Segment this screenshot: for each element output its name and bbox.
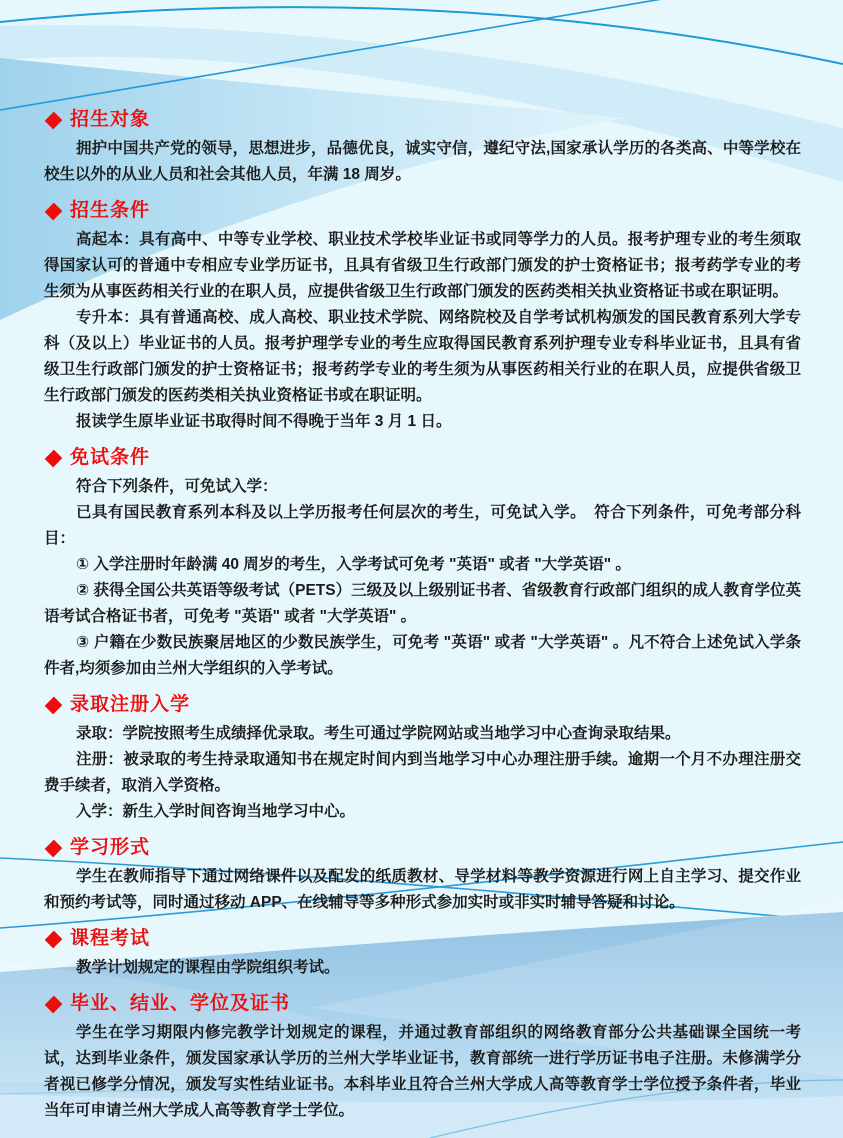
paragraph: ③ 户籍在少数民族聚居地区的少数民族学生，可免考 "英语" 或者 "大学英语" 。凡不符合上述免试入学条件者,均须参加由兰州大学组织的入学考试。 <box>44 634 801 677</box>
section-learning-format <box>44 836 801 916</box>
diamond-bullet-icon <box>45 202 63 220</box>
section-title <box>44 992 801 1016</box>
diamond-bullet-icon <box>45 111 63 129</box>
paragraph: 拥护中国共产党的领导，思想进步，品德优良，诚实守信，遵纪守法,国家承认学历的各类高、中等学校在校生以外的从业人员和社会其他人员，年满 18 周岁。 <box>44 140 801 183</box>
diamond-bullet-icon <box>45 449 63 467</box>
section-title <box>44 446 801 470</box>
section-title <box>44 199 801 223</box>
section-title-text: 招生对象 <box>70 109 151 130</box>
section-title-text: 招生条件 <box>70 200 151 221</box>
section-title-text: 课程考试 <box>70 928 151 949</box>
section-enrollment-conditions <box>44 199 801 435</box>
section-title <box>44 108 801 132</box>
flyer-content <box>44 108 801 1124</box>
section-title <box>44 836 801 860</box>
section-title-text: 毕业、结业、学位及证书 <box>70 993 291 1014</box>
section-title-text: 录取注册入学 <box>70 694 191 715</box>
paragraph: 教学计划规定的课程由学院组织考试。 <box>76 959 340 976</box>
paragraph: 专升本：具有普通高校、成人高校、职业技术学院、网络院校及自学考试机构颁发的国民教育系列大学专科（及以上）毕业证书的人员。报考护理学专业的考生应取得国民教育系列护理专业专科毕业证书，且具有省级卫生行政部门颁发的护士资格证书；报考药学专业的考生须为从事医药相关行业的在职人员，应提供省级卫生行政部门颁发的医药类相关执业资格证书或在职证明。 <box>44 309 801 404</box>
paragraph: 学生在学习期限内修完教学计划规定的课程，并通过教育部组织的网络教育部分公共基础课全国统一考试，达到毕业条件，颁发国家承认学历的兰州大学毕业证书，教育部统一进行学历证书电子注册。未修满学分者视已修学分情况，颁发写实性结业证书。本科毕业且符合兰州大学成人高等教育学士学位授予条件者，毕业当年可申请兰州大学成人高等教育学士学位。 <box>44 1024 801 1119</box>
diamond-bullet-icon <box>45 839 63 857</box>
diamond-bullet-icon <box>45 995 63 1013</box>
paragraph: 报读学生原毕业证书取得时间不得晚于当年 3 月 1 日。 <box>76 413 452 430</box>
section-title-text: 学习形式 <box>70 837 151 858</box>
paragraph: 高起本：具有高中、中等专业学校、职业技术学校毕业证书或同等学力的人员。报考护理专业的考生须取得国家认可的普通中专相应专业学历证书，且具有省级卫生行政部门颁发的护士资格证书；报考药学专业的考生须为从事医药相关行业的在职人员，应提供省级卫生行政部门颁发的医药类相关执业资格证书或在职证明。 <box>44 231 801 300</box>
paragraph: 符合下列条件，可免试入学： <box>76 478 278 495</box>
section-enrollment-target <box>44 108 801 188</box>
paragraph: 已具有国民教育系列本科及以上学历报考任何层次的考生，可免试入学。 符合下列条件，可免考部分科目： <box>44 504 801 547</box>
diamond-bullet-icon <box>45 930 63 948</box>
section-course-exams <box>44 927 801 981</box>
section-admission-registration <box>44 693 801 825</box>
section-title-text: 免试条件 <box>70 447 151 468</box>
paragraph: ① 入学注册时年龄满 40 周岁的考生，入学考试可免考 "英语" 或者 "大学英语" 。 <box>76 556 631 573</box>
paragraph: ② 获得全国公共英语等级考试（PETS）三级及以上级别证书者、省级教育行政部门组织的成人教育学位英语考试合格证书者，可免考 "英语" 或者 "大学英语" 。 <box>44 582 801 625</box>
paragraph: 录取：学院按照考生成绩择优录取。考生可通过学院网站或当地学习中心查询录取结果。 <box>76 725 681 742</box>
section-graduation-certificates <box>44 992 801 1124</box>
section-exemption-conditions <box>44 446 801 682</box>
diamond-bullet-icon <box>45 696 63 714</box>
section-title <box>44 927 801 951</box>
paragraph: 学生在教师指导下通过网络课件以及配发的纸质教材、导学材料等教学资源进行网上自主学习、提交作业和预约考试等，同时通过移动 APP、在线辅导等多种形式参加实时或非实时辅导答疑和讨论。 <box>44 868 801 911</box>
paragraph: 注册：被录取的考生持录取通知书在规定时间内到当地学习中心办理注册手续。逾期一个月不办理注册交费手续者，取消入学资格。 <box>44 751 801 794</box>
paragraph: 入学：新生入学时间咨询当地学习中心。 <box>76 803 356 820</box>
section-title <box>44 693 801 717</box>
